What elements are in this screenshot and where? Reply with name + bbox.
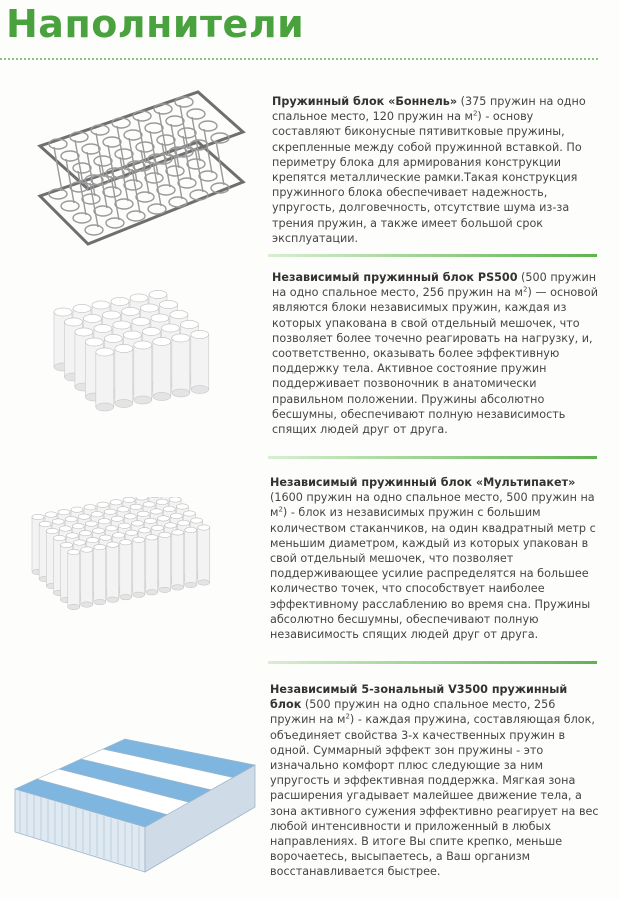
section-v3500-body-a: (500 пружин на одно спальное место, 256 пружин на м xyxy=(270,698,556,727)
section-v3500 xyxy=(0,672,619,897)
section-bonnell xyxy=(0,78,619,253)
section-ps500 xyxy=(0,262,619,452)
section-bonnell-body-b: ) - основу составляют биконусные пятивитковые пружины, скрепленные между собой пружинной вставкой. По периметру блока для армирования конструкции крепятся металлические рамки.Такая конструкция пружинного блока обеспечивает надежность, упругость, долговечность, отсутствие шума из-за трения пружин, а также имеет большой срок эксплуатации. xyxy=(272,110,582,245)
section-multipacket xyxy=(0,465,619,655)
section-v3500-text xyxy=(270,682,600,880)
section-divider xyxy=(268,661,597,664)
section-ps500-body-a: (500 пружин на одно спальное место, 256 пружин на м xyxy=(272,271,597,300)
section-multipacket-body-a: (1600 пружин на одно спальное место, 500 пружин на м xyxy=(270,491,595,520)
pocket-spring-block-image xyxy=(45,290,235,440)
section-multipacket-text xyxy=(270,475,600,642)
five-zone-spring-block-image xyxy=(10,727,260,892)
section-bonnell-sup: 2 xyxy=(472,109,478,118)
section-v3500-heading: Независимый 5-зональный V3500 пружинный блок xyxy=(270,683,568,712)
section-ps500-text xyxy=(272,270,600,437)
title-divider xyxy=(0,58,598,60)
section-multipacket-sup: 2 xyxy=(278,505,283,514)
page-title: Наполнители xyxy=(6,2,305,46)
section-bonnell-text xyxy=(272,94,600,246)
section-ps500-heading: Независимый пружинный блок PS500 xyxy=(272,271,518,284)
section-divider xyxy=(268,254,597,257)
section-ps500-sup: 2 xyxy=(522,285,528,294)
section-ps500-body-b: ) — основой являются блоки независимых пружин, каждая из которых упакована в свой отдельный мешочек, что позволяет более точечно реагировать на нагрузку, и, соответственно, оказывать более эффективную поддержку тела. Активное состояние пружин поддерживает позвоночник в анатомически правильном положении. Пружины абсолютно бесшумны, обеспечивают полную независимость спящих людей друг от друга. xyxy=(272,286,598,437)
section-bonnell-body-a: (375 пружин на одно спальное место, 120 пружин на м xyxy=(272,95,586,124)
section-divider xyxy=(268,456,597,459)
bonnell-spring-frame-image xyxy=(28,84,253,254)
section-multipacket-body-b: ) - блок из независимых пружин с большим количеством стаканчиков, на один квадратный метр с меньшим диаметром, каждый из которых упакован в свой отдельный мешочек, что позволяет поддерживающее усилие распределятся на большее количество точек, что способствует наиболее эффективному расслаблению во время сна. Пружины абсолютно бесшумны, обеспечивают полную независимость спящих людей друг от друга. xyxy=(270,506,596,642)
section-multipacket-heading: Независимый пружинный блок «Мультипакет» xyxy=(270,476,576,489)
section-v3500-body-b: ) - каждая пружина, составляющая блок, объединяет свойства 3-х качественных пружин в одной. Суммарный эффект зон пружины - это изначально комфорт плюс следующие за ним упругость и эффективная поддержка. Мягкая зона расширения угадывает малейшее движение тела, а зона активного сужения эффективно реагирует на вес любой интенсивности и приложенный в любых направлениях. В итоге Вы спите крепко, меньше ворочаетесь, высыпаетесь, а Ваш организм восстанавливается быстрее. xyxy=(270,713,599,879)
section-bonnell-heading: Пружинный блок «Боннель» xyxy=(272,95,458,108)
multipocket-spring-block-image xyxy=(28,497,238,647)
section-v3500-sup: 2 xyxy=(345,712,350,721)
